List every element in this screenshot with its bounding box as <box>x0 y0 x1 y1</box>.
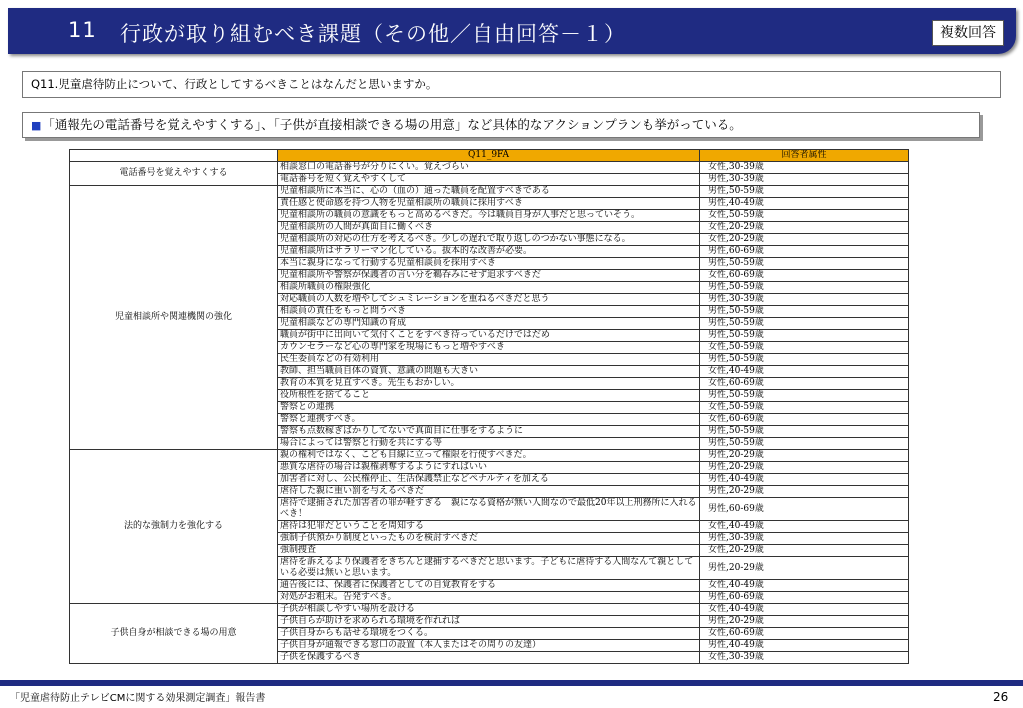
attribute-cell: 男性,50-59歳 <box>700 258 909 270</box>
attribute-cell: 女性,30-39歳 <box>700 652 909 664</box>
response-cell: 悪質な虐待の場合は親権剥奪するようにすればいい <box>278 462 700 474</box>
answer-type-badge: 複数回答 <box>932 20 1004 46</box>
response-cell: 強制子供預かり制度といったものを検討すべきだ <box>278 533 700 545</box>
response-cell: 子供を保護するべき <box>278 652 700 664</box>
title-banner <box>8 8 1016 54</box>
response-cell: 虐待で逮捕された加害者の罪が軽すぎる 親になる資格が無い人間なので最低20年以上刑務所に入れるべき！ <box>278 498 700 521</box>
response-cell: 子供自身が通報できる窓口の設置（本人またはその周りの友達） <box>278 640 700 652</box>
attribute-cell: 男性,50-59歳 <box>700 438 909 450</box>
response-cell: 警察も点数稼ぎばかりしてないで真面目に仕事をするように <box>278 426 700 438</box>
attribute-cell: 男性,40-49歳 <box>700 474 909 486</box>
response-cell: 児童相談所の人間が真面目に働くべき <box>278 222 700 234</box>
response-cell: 相談所職員の権限強化 <box>278 282 700 294</box>
response-cell: 子供自らが助けを求められる環境を作れれば <box>278 616 700 628</box>
attribute-cell: 女性,20-29歳 <box>700 545 909 557</box>
attribute-cell: 女性,20-29歳 <box>700 222 909 234</box>
attribute-cell: 男性,30-39歳 <box>700 294 909 306</box>
header-attribute: 回答者属性 <box>700 150 909 162</box>
attribute-cell: 男性,60-69歳 <box>700 246 909 258</box>
attribute-cell: 女性,40-49歳 <box>700 521 909 533</box>
category-cell: 児童相談所や関連機関の強化 <box>70 186 278 450</box>
response-cell: 子供が相談しやすい場所を設ける <box>278 604 700 616</box>
responses-table <box>69 149 909 664</box>
response-cell: カウンセラーなど心の専門家を現場にもっと増やすべき <box>278 342 700 354</box>
response-cell: 虐待した親に重い罰を与えるべきだ <box>278 486 700 498</box>
attribute-cell: 女性,60-69歳 <box>700 628 909 640</box>
response-cell: 警察との連携 <box>278 402 700 414</box>
response-cell: 虐待を訴えるより保護者をきちんと逮捕するべきだと思います。子どもに虐待する人間なんて親として いる必要は無いと思います。 <box>278 557 700 580</box>
category-cell: 子供自身が相談できる場の用意 <box>70 604 278 664</box>
attribute-cell: 女性,50-59歳 <box>700 210 909 222</box>
response-cell: 強制捜査 <box>278 545 700 557</box>
response-cell: 児童相談所に本当に、心の（血の）通った職員を配置すべきである <box>278 186 700 198</box>
table-row <box>70 450 909 462</box>
response-cell: 子供自身からも話せる環境をつくる。 <box>278 628 700 640</box>
header-response: Q11_9FA <box>278 150 700 162</box>
header-category <box>70 150 278 162</box>
footer-bar <box>0 680 1023 686</box>
page-title: 行政が取り組むべき課題（その他／自由回答－１） <box>120 22 626 46</box>
attribute-cell: 女性,20-29歳 <box>700 234 909 246</box>
response-cell: 責任感と使命感を持つ人物を児童相談所の職員に採用すべき <box>278 198 700 210</box>
attribute-cell: 男性,60-69歳 <box>700 498 909 521</box>
table-header-row <box>70 150 909 162</box>
attribute-cell: 男性,20-29歳 <box>700 557 909 580</box>
category-cell: 電話番号を覚えやすくする <box>70 162 278 186</box>
attribute-cell: 男性,40-49歳 <box>700 198 909 210</box>
attribute-cell: 男性,50-59歳 <box>700 306 909 318</box>
category-cell: 法的な強制力を強化する <box>70 450 278 604</box>
page-number: 26 <box>993 690 1009 704</box>
response-cell: 民生委員などの有効利用 <box>278 354 700 366</box>
attribute-cell: 男性,40-49歳 <box>700 640 909 652</box>
response-cell: 加害者に対し、公民権停止、生活保護禁止などペナルティを加える <box>278 474 700 486</box>
attribute-cell: 女性,60-69歳 <box>700 378 909 390</box>
response-cell: 親の権利ではなく、こども目線に立って権限を行使すべきだ。 <box>278 450 700 462</box>
attribute-cell: 男性,50-59歳 <box>700 318 909 330</box>
table-row <box>70 604 909 616</box>
response-cell: 役所根性を捨てること <box>278 390 700 402</box>
response-cell: 場合によっては警察と行動を共にする等 <box>278 438 700 450</box>
response-cell: 電話番号を短く覚えやすくして <box>278 174 700 186</box>
summary-text: 「通報先の電話番号を覚えやすくする」、「子供が直接相談できる場の用意」など具体的なアクションプランも挙がっている。 <box>42 117 742 132</box>
attribute-cell: 女性,50-59歳 <box>700 342 909 354</box>
attribute-cell: 女性,40-49歳 <box>700 366 909 378</box>
response-cell: 児童相談所の職員の意識をもっと高めるべきだ。今は職員自身が人事だと思っていそう。 <box>278 210 700 222</box>
response-cell: 教育の本質を見直すべき。先生もおかしい。 <box>278 378 700 390</box>
attribute-cell: 男性,50-59歳 <box>700 354 909 366</box>
table-body <box>70 162 909 664</box>
attribute-cell: 女性,40-49歳 <box>700 604 909 616</box>
attribute-cell: 男性,20-29歳 <box>700 486 909 498</box>
bullet-square-icon: ■ <box>31 119 42 132</box>
attribute-cell: 女性,50-59歳 <box>700 402 909 414</box>
attribute-cell: 女性,60-69歳 <box>700 270 909 282</box>
response-cell: 職員が街中に出向いて気付くことをすべき待っているだけではだめ <box>278 330 700 342</box>
response-cell: 相談窓口の電話番号が分りにくい。覚えづらい <box>278 162 700 174</box>
attribute-cell: 男性,30-39歳 <box>700 533 909 545</box>
report-title: 「児童虐待防止テレビCMに関する効果測定調査」報告書 <box>10 693 266 704</box>
response-cell: 児童相談所や警察が保護者の言い分を鵜呑みにせず追求すべきだ <box>278 270 700 282</box>
attribute-cell: 男性,50-59歳 <box>700 186 909 198</box>
response-cell: 警察と連携すべき。 <box>278 414 700 426</box>
attribute-cell: 女性,40-49歳 <box>700 580 909 592</box>
summary-box <box>22 112 980 138</box>
attribute-cell: 女性,60-69歳 <box>700 414 909 426</box>
attribute-cell: 男性,30-39歳 <box>700 174 909 186</box>
response-cell: 虐待は犯罪だということを周知する <box>278 521 700 533</box>
section-number: 11 <box>68 18 97 42</box>
response-cell: 本当に親身になって行動する児童相談員を採用すべき <box>278 258 700 270</box>
response-cell: 相談員の責任をもっと問うべき <box>278 306 700 318</box>
attribute-cell: 女性,30-39歳 <box>700 162 909 174</box>
response-cell: 児童相談所はサラリーマン化している。抜本的な改善が必要。 <box>278 246 700 258</box>
response-cell: 通告後には、保護者に保護者としての自覚教育をする <box>278 580 700 592</box>
attribute-cell: 男性,20-29歳 <box>700 462 909 474</box>
attribute-cell: 男性,60-69歳 <box>700 592 909 604</box>
table-row <box>70 186 909 198</box>
attribute-cell: 男性,20-29歳 <box>700 450 909 462</box>
attribute-cell: 男性,50-59歳 <box>700 282 909 294</box>
attribute-cell: 男性,50-59歳 <box>700 390 909 402</box>
response-cell: 児童相談などの専門知識の育成 <box>278 318 700 330</box>
response-cell: 教師、担当職員自体の資質、意識の問題も大きい <box>278 366 700 378</box>
question-box: Q11.児童虐待防止について、行政としてするべきことはなんだと思いますか。 <box>22 71 1001 98</box>
response-cell: 児童相談所の対応の仕方を考えるべき。少しの遅れで取り返しのつかない事態になる。 <box>278 234 700 246</box>
attribute-cell: 男性,20-29歳 <box>700 616 909 628</box>
attribute-cell: 男性,50-59歳 <box>700 330 909 342</box>
table-row <box>70 162 909 174</box>
attribute-cell: 男性,50-59歳 <box>700 426 909 438</box>
response-cell: 対処がお粗末。告発すべき。 <box>278 592 700 604</box>
response-cell: 対応職員の人数を増やしてシュミレーションを重ねるべきだと思う <box>278 294 700 306</box>
